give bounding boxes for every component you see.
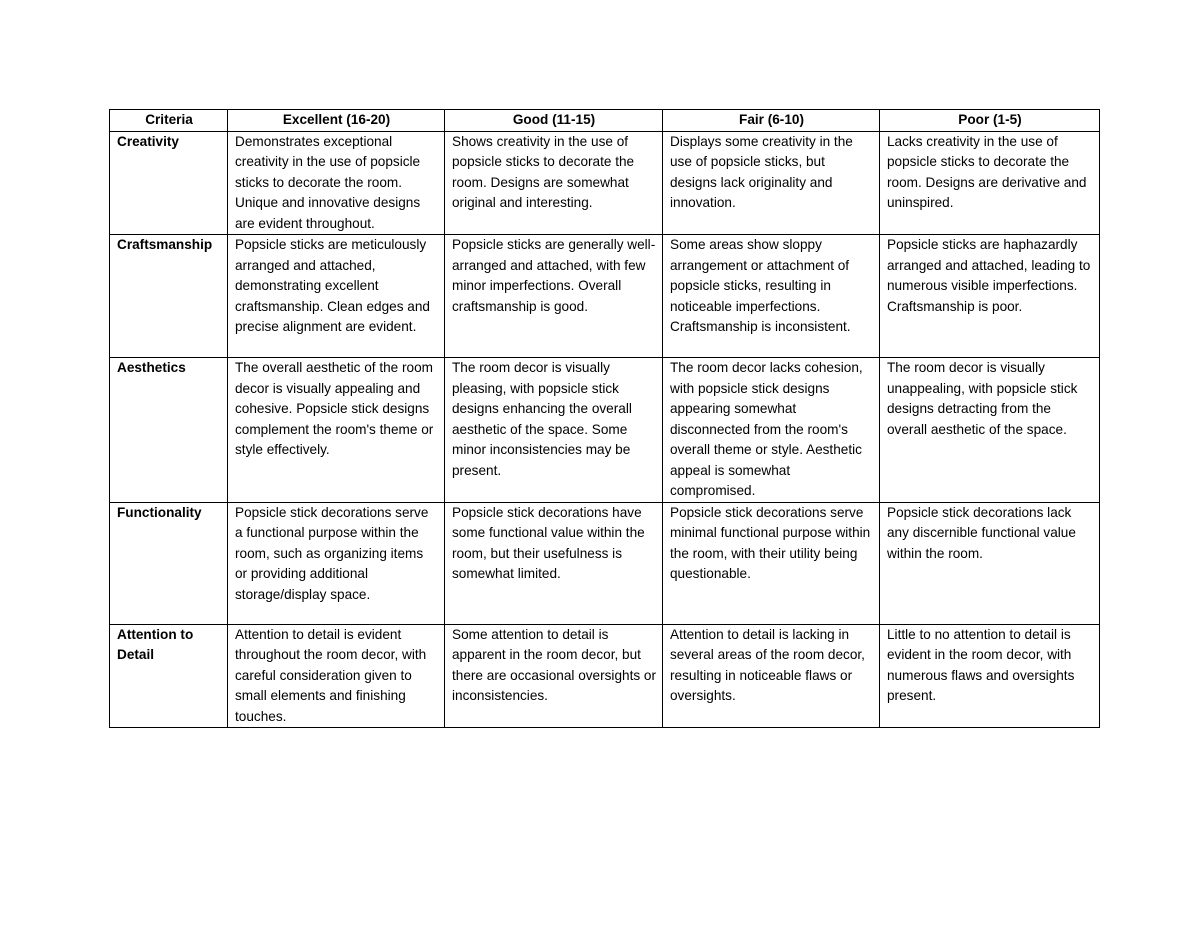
good-cell: Popsicle sticks are generally well-arranged and attached, with few minor imperfections. Overall craftsmanship is good. [445,235,663,358]
criterion-label: Craftsmanship [110,235,228,358]
fair-cell: Popsicle stick decorations serve minimal functional purpose within the room, with their utility being questionable. [663,502,880,624]
poor-cell: Lacks creativity in the use of popsicle sticks to decorate the room. Designs are derivative and uninspired. [880,131,1100,235]
poor-cell: Little to no attention to detail is evident in the room decor, with numerous flaws and oversights present. [880,624,1100,728]
poor-cell: Popsicle sticks are haphazardly arranged and attached, leading to numerous visible imperfections. Craftsmanship is poor. [880,235,1100,358]
rubric-table [109,109,1100,728]
header-criteria: Criteria [110,110,228,132]
excellent-cell: Demonstrates exceptional creativity in the use of popsicle sticks to decorate the room. Unique and innovative designs are evident throughout. [228,131,445,235]
fair-cell: Some areas show sloppy arrangement or attachment of popsicle sticks, resulting in noticeable imperfections. Craftsmanship is inconsistent. [663,235,880,358]
good-cell: Some attention to detail is apparent in the room decor, but there are occasional oversights or inconsistencies. [445,624,663,728]
poor-cell: The room decor is visually unappealing, with popsicle stick designs detracting from the overall aesthetic of the space. [880,358,1100,503]
table-row [110,235,1100,358]
excellent-cell: Popsicle sticks are meticulously arranged and attached, demonstrating excellent craftsmanship. Clean edges and precise alignment are evident. [228,235,445,358]
header-excellent: Excellent (16-20) [228,110,445,132]
table-row [110,358,1100,503]
header-good: Good (11-15) [445,110,663,132]
poor-cell: Popsicle stick decorations lack any discernible functional value within the room. [880,502,1100,624]
fair-cell: Displays some creativity in the use of popsicle sticks, but designs lack originality and innovation. [663,131,880,235]
criterion-label: Creativity [110,131,228,235]
excellent-cell: The overall aesthetic of the room decor is visually appealing and cohesive. Popsicle stick designs complement the room's theme or style effectively. [228,358,445,503]
header-row [110,110,1100,132]
good-cell: Shows creativity in the use of popsicle sticks to decorate the room. Designs are somewhat original and interesting. [445,131,663,235]
table-row [110,131,1100,235]
criterion-label: Attention to Detail [110,624,228,728]
criterion-label: Functionality [110,502,228,624]
excellent-cell: Attention to detail is evident throughout the room decor, with careful consideration given to small elements and finishing touches. [228,624,445,728]
table-row [110,624,1100,728]
good-cell: Popsicle stick decorations have some functional value within the room, but their usefulness is somewhat limited. [445,502,663,624]
header-poor: Poor (1-5) [880,110,1100,132]
table-row [110,502,1100,624]
criterion-label: Aesthetics [110,358,228,503]
good-cell: The room decor is visually pleasing, with popsicle stick designs enhancing the overall aesthetic of the space. Some minor inconsistencies may be present. [445,358,663,503]
fair-cell: The room decor lacks cohesion, with popsicle stick designs appearing somewhat disconnected from the room's overall theme or style. Aesthetic appeal is somewhat compromised. [663,358,880,503]
header-fair: Fair (6-10) [663,110,880,132]
fair-cell: Attention to detail is lacking in several areas of the room decor, resulting in noticeable flaws or oversights. [663,624,880,728]
excellent-cell: Popsicle stick decorations serve a functional purpose within the room, such as organizing items or providing additional storage/display space. [228,502,445,624]
